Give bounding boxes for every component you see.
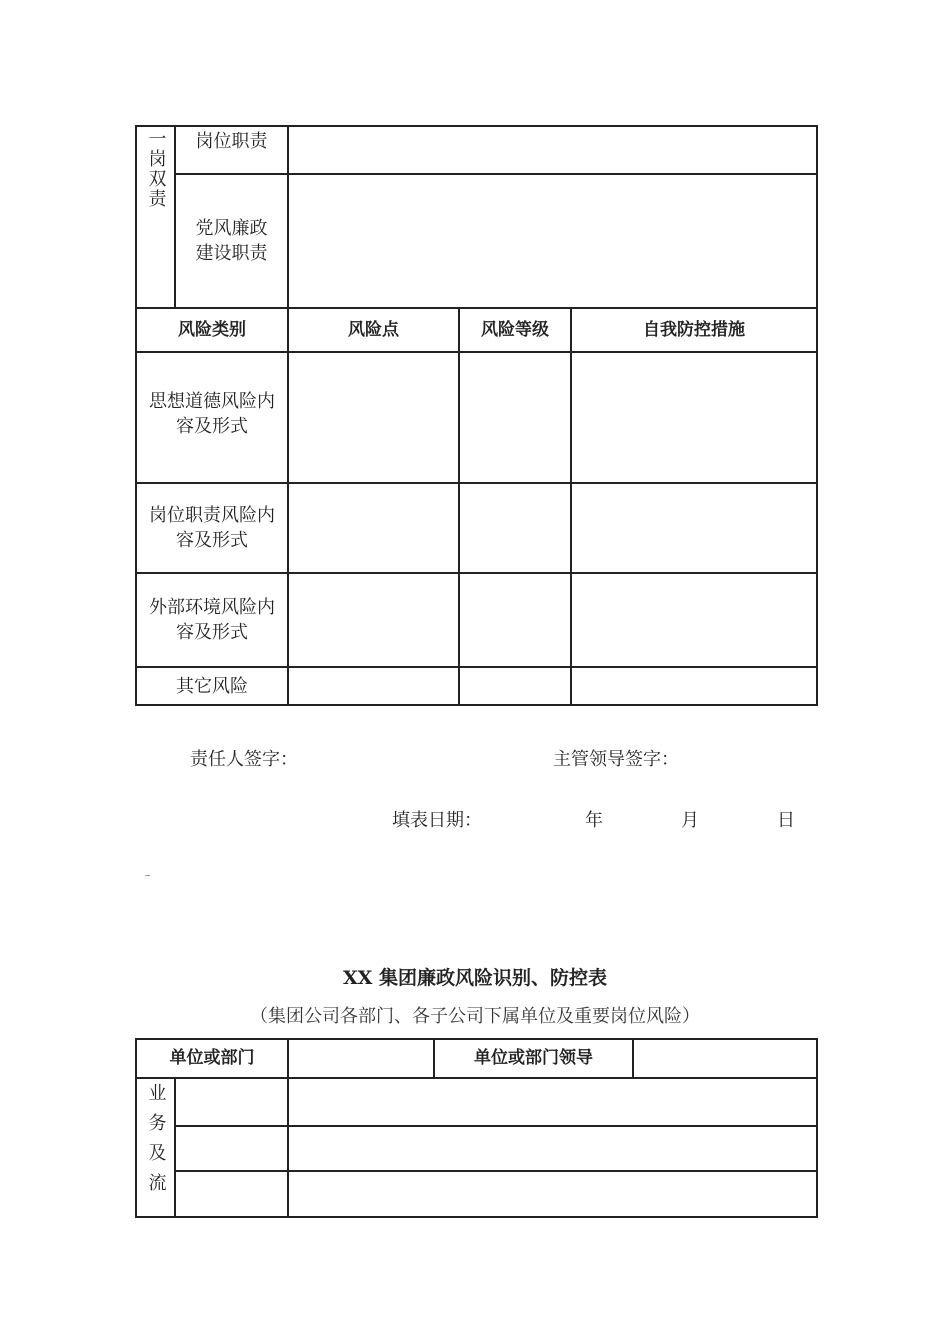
risk-table-2 [135, 1038, 818, 1218]
risk-row-other-label: 其它风险 [136, 667, 288, 705]
vertical-label: 一岗双责 [145, 129, 167, 209]
risk-row-other-point[interactable] [288, 667, 459, 705]
responsible-signature-label: 责任人签字： [190, 749, 298, 770]
risk-row-moral-measures[interactable] [571, 352, 817, 483]
header-risk-point: 风险点 [288, 308, 459, 352]
business-row-1-label-cell[interactable] [175, 1078, 288, 1126]
risk-row-external-measures[interactable] [571, 573, 817, 667]
business-row-1-content-cell[interactable] [288, 1078, 817, 1126]
header-risk-level: 风险等级 [459, 308, 571, 352]
risk-row-moral-point[interactable] [288, 352, 459, 483]
risk-row-duty-point[interactable] [288, 483, 459, 573]
vertical-label-cell [136, 126, 175, 308]
risk-row-moral-label: 思想道德风险内容及形式 [136, 352, 288, 483]
unit-value-cell[interactable] [288, 1039, 434, 1078]
date-year-label: 年 [585, 810, 603, 831]
business-row-3-content-cell[interactable] [288, 1171, 817, 1217]
header-self-control-measures: 自我防控措施 [571, 308, 817, 352]
duty-content-cell[interactable] [288, 126, 817, 174]
date-label: 填表日期： [392, 810, 482, 831]
unit-leader-value-cell[interactable] [633, 1039, 817, 1078]
section2-title: XX 集团廉政风险识别、防控表 [342, 967, 608, 989]
unit-label: 单位或部门 [136, 1039, 288, 1078]
business-row-2-content-cell[interactable] [288, 1126, 817, 1171]
risk-row-duty-label: 岗位职责风险内容及形式 [136, 483, 288, 573]
risk-row-moral-level[interactable] [459, 352, 571, 483]
risk-table-1 [135, 125, 818, 706]
business-row-2-label-cell[interactable] [175, 1126, 288, 1171]
risk-row-external-point[interactable] [288, 573, 459, 667]
duty-label: 岗位职责 [175, 126, 288, 174]
risk-row-duty-measures[interactable] [571, 483, 817, 573]
date-month-label: 月 [681, 810, 699, 831]
risk-row-duty-level[interactable] [459, 483, 571, 573]
business-vertical-cell [136, 1078, 175, 1217]
risk-row-external-label: 外部环境风险内容及形式 [136, 573, 288, 667]
party-duty-label: 党风廉政建设职责 [175, 174, 288, 308]
small-dash [145, 875, 150, 876]
header-risk-category: 风险类别 [136, 308, 288, 352]
leader-signature-label: 主管领导签字： [553, 749, 679, 770]
business-row-3-label-cell[interactable] [175, 1171, 288, 1217]
unit-leader-label: 单位或部门领导 [434, 1039, 633, 1078]
risk-row-other-measures[interactable] [571, 667, 817, 705]
risk-row-other-level[interactable] [459, 667, 571, 705]
party-duty-content-cell[interactable] [288, 174, 817, 308]
section2-subtitle: （集团公司各部门、各子公司下属单位及重要岗位风险） [250, 1006, 700, 1027]
date-day-label: 日 [777, 810, 795, 831]
risk-row-external-level[interactable] [459, 573, 571, 667]
business-vertical-label: 业务及流 [145, 1083, 167, 1203]
